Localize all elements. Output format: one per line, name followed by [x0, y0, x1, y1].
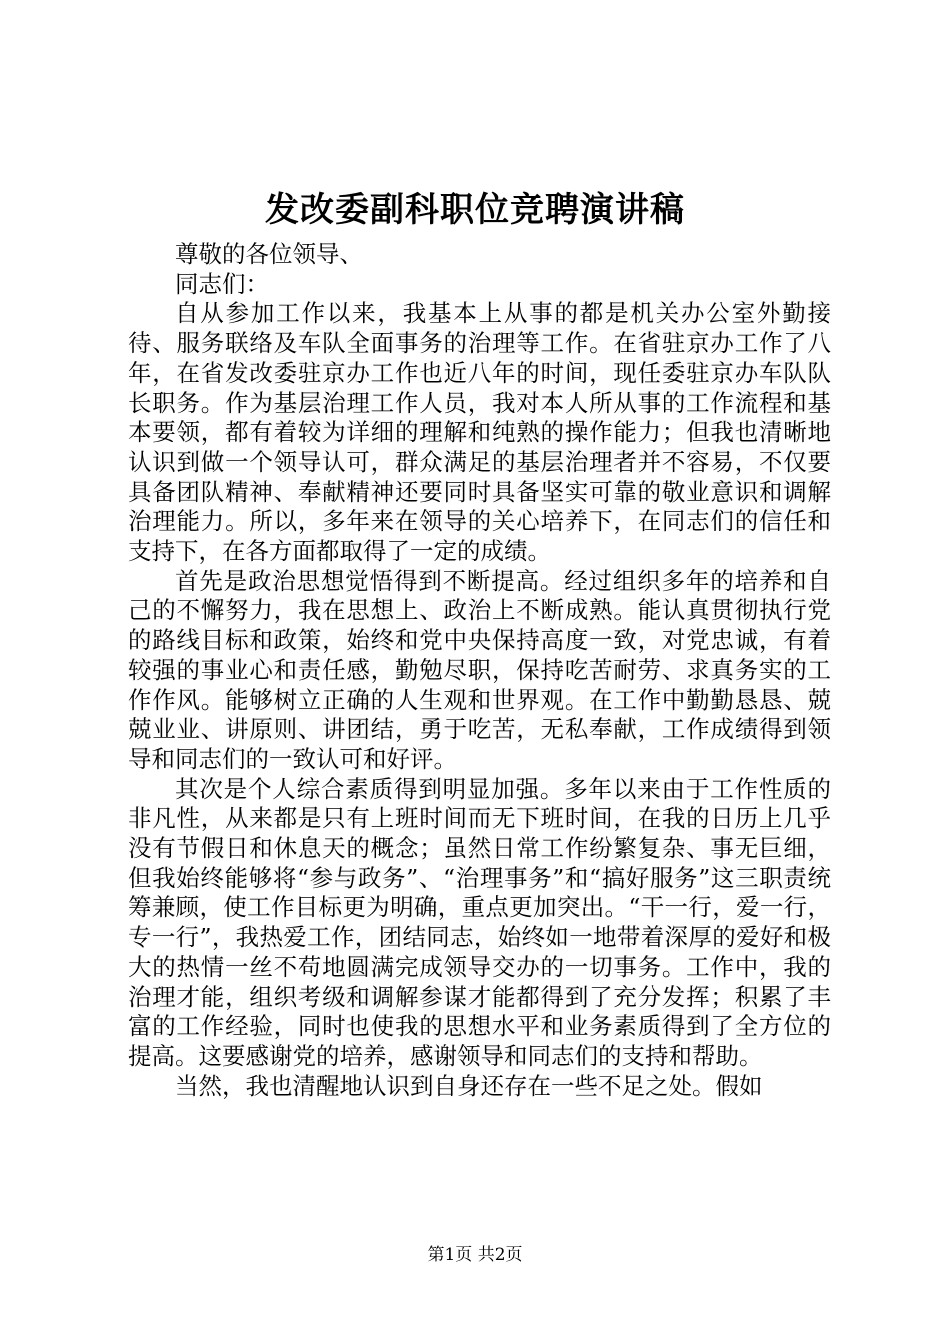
page-footer: 第1页 共2页 [427, 1245, 523, 1265]
salutation-line-2: 同志们： [175, 269, 269, 298]
salutation-line-1: 尊敬的各位领导、 [175, 240, 363, 268]
body-paragraph-1: 自从参加工作以来，我基本上从事的都是机关办公室外勤接待、服务联络及车队全面事务的治理等工作。在省驻京办工作了八年，在省发改委驻京办工作也近八年的时间，现任委驻京办车队队长职务。作为基层治理工作人员，我对本人所从事的工作流程和基本要领，都有着较为详细的理解和纯熟的操作能力；但我也清晰地认识到做一个领导认可，群众满足的基层治理者并不容易，不仅要具备团队精神、奉献精神还要同时具备坚实可靠的敬业意识和调解治理能力。所以，多年来在领导的关心培养下，在同志们的信任和支持下，在各方面都取得了一定的成绩。 [128, 299, 831, 566]
document-body [128, 240, 831, 1101]
document-title: 发改委副科职位竞聘演讲稿 [265, 190, 685, 230]
body-paragraph-3: 其次是个人综合素质得到明显加强。多年以来由于工作性质的非凡性，从来都是只有上班时间而无下班时间，在我的日历上几乎没有节假日和休息天的概念；虽然日常工作纷繁复杂、事无巨细，但我始终能够将“参与政务”、“治理事务”和“搞好服务”这三职责统筹兼顾，使工作目标更为明确，重点更加突出。“干一行，爱一行，专一行”，我热爱工作，团结同志，始终如一地带着深厚的爱好和极大的热情一丝不苟地圆满完成领导交办的一切事务。工作中，我的治理才能，组织考级和调解参谋才能都得到了充分发挥；积累了丰富的工作经验，同时也使我的思想水平和业务素质得到了全方位的提高。这要感谢党的培养，感谢领导和同志们的支持和帮助。 [128, 774, 831, 1070]
body-paragraph-4: 当然，我也清醒地认识到自身还存在一些不足之处。假如 [175, 1071, 763, 1100]
body-paragraph-2: 首先是政治思想觉悟得到不断提高。经过组织多年的培养和自己的不懈努力，我在思想上、政治上不断成熟。能认真贯彻执行党的路线目标和政策，始终和党中央保持高度一致，对党忠诚，有着较强的事业心和责任感，勤勉尽职，保持吃苦耐劳、求真务实的工作作风。能够树立正确的人生观和世界观。在工作中勤勤恳恳、兢兢业业、讲原则、讲团结，勇于吃苦，无私奉献，工作成绩得到领导和同志们的一致认可和好评。 [128, 566, 831, 773]
